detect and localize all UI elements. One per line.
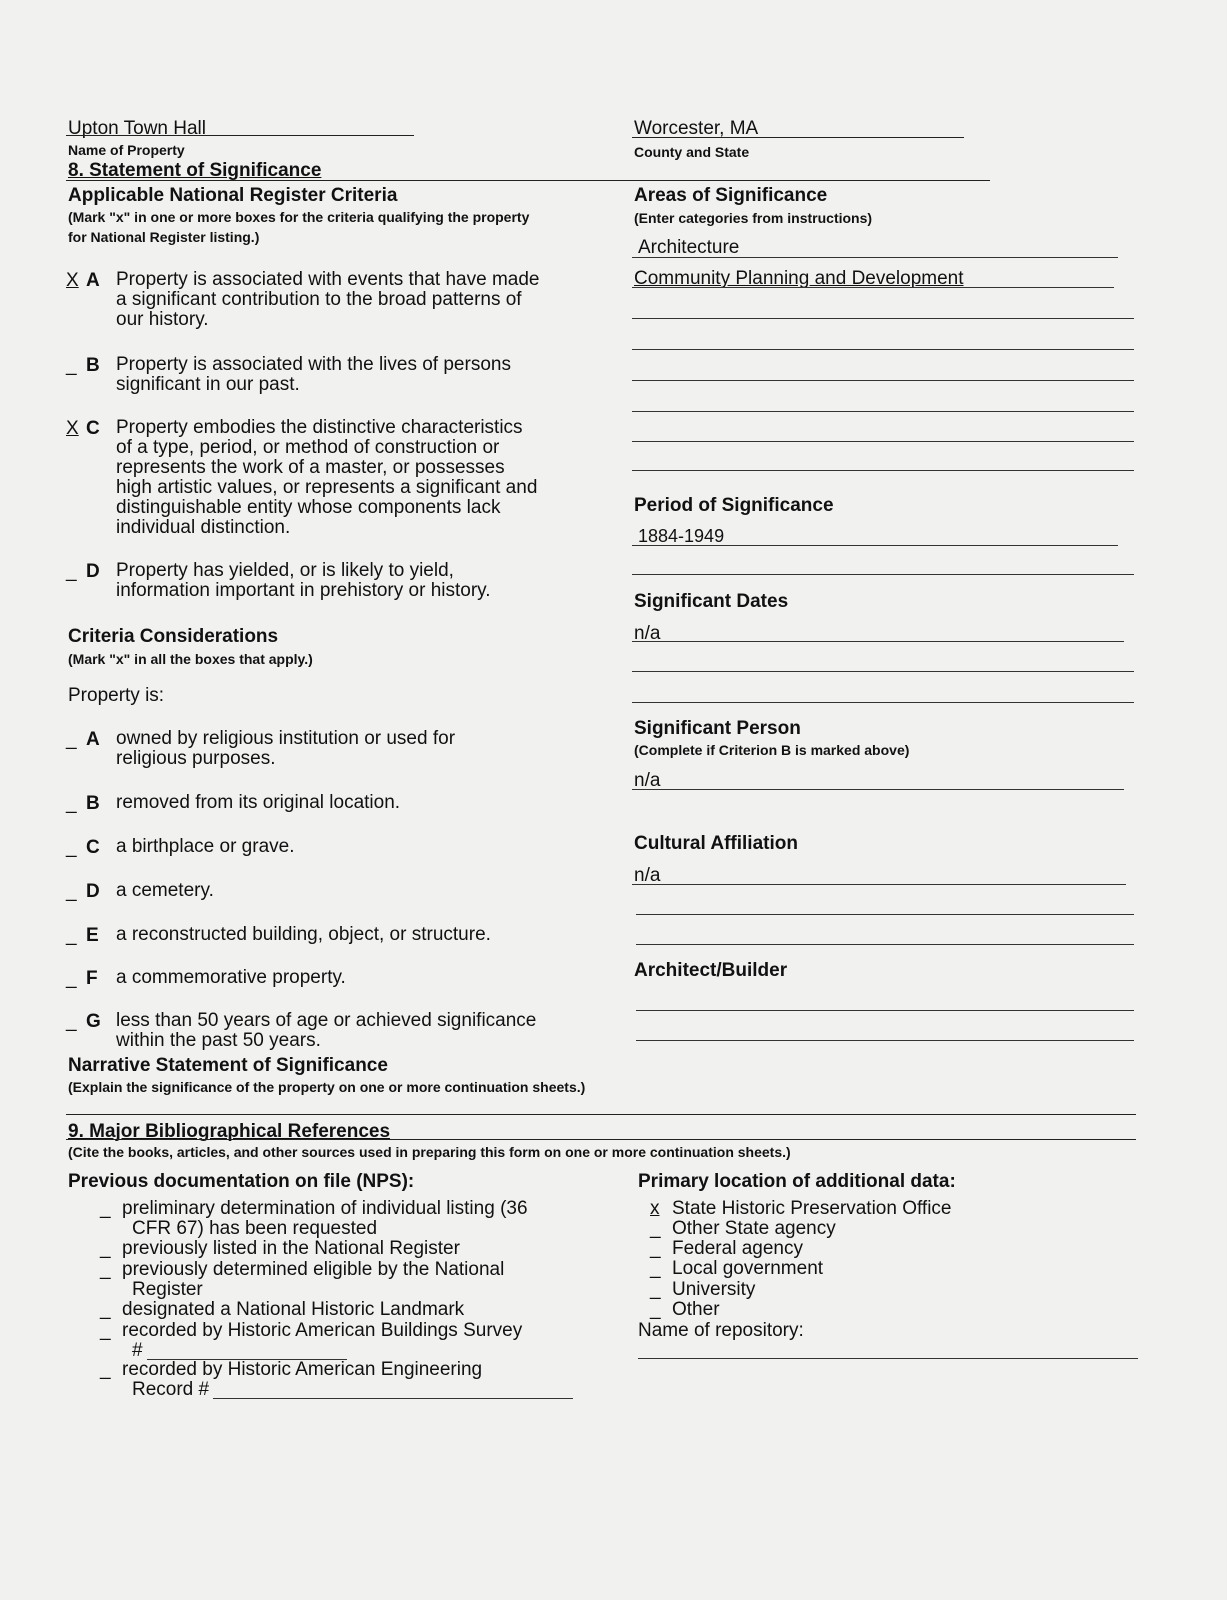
- narrative-heading: Narrative Statement of Significance: [68, 1055, 388, 1076]
- prev-doc-line: designated a National Historic Landmark: [122, 1299, 465, 1320]
- haer-record-field[interactable]: [213, 1398, 573, 1399]
- property-name-label: Name of Property: [68, 142, 185, 158]
- areas-instructions: (Enter categories from instructions): [634, 210, 873, 226]
- area-line-2: [632, 287, 1114, 288]
- dates-line-3: [632, 702, 1134, 703]
- dates-line-1: [632, 641, 1124, 642]
- consideration-b-line-1: removed from its original location.: [116, 792, 401, 813]
- prev-doc-line: Record #: [132, 1379, 210, 1400]
- section-9-top-rule: [66, 1114, 1136, 1115]
- areas-heading: Areas of Significance: [634, 185, 828, 206]
- consideration-b-letter: B: [86, 793, 100, 814]
- consideration-b-mark[interactable]: _: [66, 793, 77, 814]
- consideration-a-line-2: religious purposes.: [116, 748, 276, 769]
- criterion-a-line-2: a significant contribution to the broad patterns of: [116, 289, 522, 310]
- primary-location-label: Other State agency: [672, 1218, 836, 1239]
- criterion-c-mark[interactable]: X: [66, 418, 79, 439]
- consideration-c-line-1: a birthplace or grave.: [116, 836, 295, 857]
- prev-doc-mark[interactable]: _: [100, 1320, 111, 1341]
- person-line: [632, 789, 1124, 790]
- area-line-5: [632, 380, 1134, 381]
- section-9-rule: [66, 1139, 1136, 1140]
- architect-heading: Architect/Builder: [634, 960, 788, 981]
- person-heading: Significant Person: [634, 718, 801, 739]
- consideration-g-line-2: within the past 50 years.: [116, 1030, 321, 1051]
- consideration-a-line-1: owned by religious institution or used for: [116, 728, 456, 749]
- cultural-line-2: [636, 914, 1134, 915]
- person-instructions: (Complete if Criterion B is marked above): [634, 742, 910, 758]
- architect-line-1: [636, 1010, 1134, 1011]
- primary-location-mark[interactable]: x: [650, 1198, 660, 1219]
- section-8-title: 8. Statement of Significance: [68, 160, 322, 181]
- primary-location-label: State Historic Preservation Office: [672, 1198, 952, 1219]
- primary-location-mark[interactable]: _: [650, 1258, 661, 1279]
- prev-doc-line: CFR 67) has been requested: [132, 1218, 378, 1239]
- criterion-c-line-4: high artistic values, or represents a significant and: [116, 477, 538, 498]
- consideration-f-letter: F: [86, 968, 98, 989]
- criterion-d-mark[interactable]: _: [66, 561, 77, 582]
- area-architecture: Architecture: [638, 237, 740, 258]
- criterion-b-letter: B: [86, 355, 100, 376]
- area-line-3: [632, 318, 1134, 319]
- prev-doc-mark[interactable]: _: [100, 1198, 111, 1219]
- primary-location-label: University: [672, 1279, 756, 1300]
- period-line-1: [632, 545, 1118, 546]
- criterion-b-mark[interactable]: _: [66, 355, 77, 376]
- prev-doc-heading: Previous documentation on file (NPS):: [68, 1171, 415, 1192]
- prev-doc-line: Register: [132, 1279, 203, 1300]
- section-9-title: 9. Major Bibliographical References: [68, 1121, 391, 1142]
- consideration-d-mark[interactable]: _: [66, 881, 77, 902]
- period-heading: Period of Significance: [634, 495, 834, 516]
- county-state-line: [632, 137, 964, 138]
- primary-location-label: Federal agency: [672, 1238, 803, 1259]
- period-line-2: [632, 574, 1134, 575]
- primary-location-label: Local government: [672, 1258, 824, 1279]
- dates-heading: Significant Dates: [634, 591, 789, 612]
- primary-location-label: Other: [672, 1299, 720, 1320]
- area-line-7: [632, 441, 1134, 442]
- criterion-a-mark[interactable]: X: [66, 270, 79, 291]
- primary-location-mark[interactable]: _: [650, 1279, 661, 1300]
- section-8-rule: [66, 180, 990, 181]
- consideration-f-mark[interactable]: _: [66, 968, 77, 989]
- primary-location-mark[interactable]: _: [650, 1218, 661, 1239]
- criterion-a-line-1: Property is associated with events that have made: [116, 269, 540, 290]
- county-state-value: Worcester, MA: [634, 118, 759, 139]
- considerations-instructions: (Mark "x" in all the boxes that apply.): [68, 651, 313, 667]
- prev-doc-mark[interactable]: _: [100, 1238, 111, 1259]
- criterion-a-line-3: our history.: [116, 309, 209, 330]
- person-value: n/a: [634, 770, 661, 791]
- prev-doc-line: previously determined eligible by the National: [122, 1259, 505, 1280]
- cultural-heading: Cultural Affiliation: [634, 833, 798, 854]
- criterion-d-line-1: Property has yielded, or is likely to yield,: [116, 560, 454, 581]
- narrative-instructions: (Explain the significance of the property on one or more continuation sheets.): [68, 1079, 586, 1095]
- criterion-b-line-1: Property is associated with the lives of persons: [116, 354, 511, 375]
- property-name-value: Upton Town Hall: [68, 118, 207, 139]
- criterion-c-line-1: Property embodies the distinctive characteristics: [116, 417, 523, 438]
- criteria-heading: Applicable National Register Criteria: [68, 185, 398, 206]
- prev-doc-line: recorded by Historic American Engineering: [122, 1359, 483, 1380]
- prev-doc-line: previously listed in the National Register: [122, 1238, 460, 1259]
- prev-doc-line: #: [132, 1340, 143, 1361]
- prev-doc-line: preliminary determination of individual listing (36: [122, 1198, 528, 1219]
- primary-location-mark[interactable]: _: [650, 1238, 661, 1259]
- criterion-d-line-2: information important in prehistory or history.: [116, 580, 491, 601]
- repository-label: Name of repository:: [638, 1320, 804, 1341]
- criteria-instructions-1: (Mark "x" in one or more boxes for the criteria qualifying the property: [68, 209, 530, 225]
- consideration-c-mark[interactable]: _: [66, 837, 77, 858]
- consideration-e-mark[interactable]: _: [66, 925, 77, 946]
- criterion-c-line-3: represents the work of a master, or possesses: [116, 457, 505, 478]
- architect-line-2: [636, 1040, 1134, 1041]
- cultural-value: n/a: [634, 865, 661, 886]
- consideration-d-letter: D: [86, 881, 100, 902]
- criterion-c-letter: C: [86, 418, 100, 439]
- criterion-c-line-6: individual distinction.: [116, 517, 291, 538]
- section-9-instructions: (Cite the books, articles, and other sources used in preparing this form on one or more continuation sheets.): [68, 1144, 791, 1160]
- criterion-b-line-2: significant in our past.: [116, 374, 300, 395]
- dates-line-2: [632, 671, 1134, 672]
- area-line-4: [632, 349, 1134, 350]
- consideration-g-mark[interactable]: _: [66, 1011, 77, 1032]
- consideration-d-line-1: a cemetery.: [116, 880, 214, 901]
- criterion-c-line-5: distinguishable entity whose components lack: [116, 497, 501, 518]
- primary-location-heading: Primary location of additional data:: [638, 1171, 956, 1192]
- consideration-e-letter: E: [86, 925, 99, 946]
- property-name-line: [66, 135, 414, 136]
- repository-field[interactable]: [638, 1358, 1138, 1359]
- prev-doc-mark[interactable]: _: [100, 1359, 111, 1380]
- county-state-label: County and State: [634, 144, 750, 160]
- cultural-line-3: [636, 944, 1134, 945]
- area-line-8: [632, 470, 1134, 471]
- property-is-label: Property is:: [68, 685, 165, 706]
- prev-doc-line: recorded by Historic American Buildings Survey: [122, 1320, 523, 1341]
- considerations-heading: Criteria Considerations: [68, 626, 279, 647]
- consideration-a-mark[interactable]: _: [66, 729, 77, 750]
- criteria-instructions-2: for National Register listing.): [68, 229, 260, 245]
- consideration-e-line-1: a reconstructed building, object, or structure.: [116, 924, 491, 945]
- area-community-planning: Community Planning and Development: [634, 268, 964, 289]
- consideration-g-letter: G: [86, 1011, 101, 1032]
- consideration-a-letter: A: [86, 729, 100, 750]
- consideration-g-line-1: less than 50 years of age or achieved significance: [116, 1010, 537, 1031]
- area-line-1: [632, 257, 1118, 258]
- prev-doc-mark[interactable]: _: [100, 1299, 111, 1320]
- primary-location-mark[interactable]: _: [650, 1299, 661, 1320]
- cultural-line-1: [632, 884, 1126, 885]
- criterion-a-letter: A: [86, 270, 100, 291]
- consideration-f-line-1: a commemorative property.: [116, 967, 346, 988]
- prev-doc-mark[interactable]: _: [100, 1259, 111, 1280]
- criterion-c-line-2: of a type, period, or method of construction or: [116, 437, 500, 458]
- consideration-c-letter: C: [86, 837, 100, 858]
- period-value: 1884-1949: [638, 526, 725, 546]
- area-line-6: [632, 411, 1134, 412]
- criterion-d-letter: D: [86, 561, 100, 582]
- dates-value: n/a: [634, 623, 661, 644]
